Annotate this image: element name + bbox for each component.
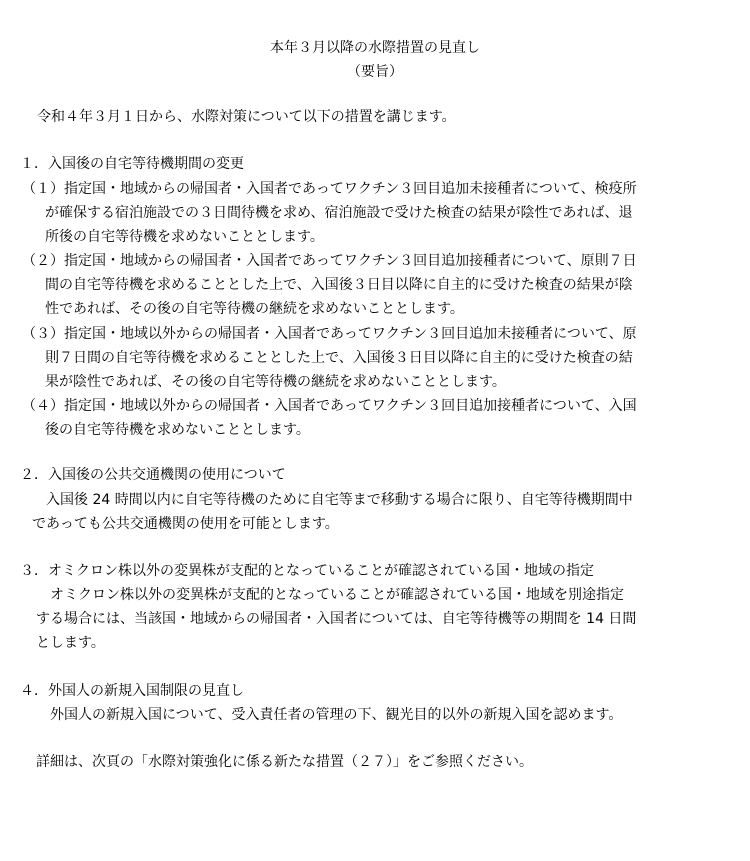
section-1-item-4-line-2: 後の自宅等待機を求めないこととします。 [45, 422, 310, 438]
section-1-item-2-line-2: 間の自宅等待機を求めることとした上で、入国後３日目以降に自主的に受けた検査の結果が陰 [45, 277, 633, 293]
section-4-line-1: 外国人の新規入国について、受入責任者の管理の下、観光目的以外の新規入国を認めます。 [50, 707, 623, 723]
section-1-item-3-line-1: （３）指定国・地域以外からの帰国者・入国者であってワクチン３回目追加未接種者について、原 [22, 326, 637, 342]
section-1-item-2-line-3: 性であれば、その後の自宅等待機の継続を求めないこととします。 [45, 301, 464, 317]
section-3-line-2: する場合には、当該国・地域からの帰国者・入国者については、自宅等待機等の期間を 14 日間 [36, 611, 637, 627]
document-title: 本年３月以降の水際措置の見直し [270, 40, 480, 56]
section-4-heading: ４．外国人の新規入国制限の見直し [20, 683, 244, 699]
document-subtitle: （要旨） [347, 64, 403, 80]
section-1-item-3-line-2: 則７日間の自宅等待機を求めることとした上で、入国後３日目以降に自主的に受けた検査の結 [45, 350, 633, 366]
section-1-item-1-line-2: が確保する宿泊施設での３日間待機を求め、宿泊施設で受けた検査の結果が陰性であれば、退 [45, 205, 633, 221]
section-1-item-3-line-3: 果が陰性であれば、その後の自宅等待機の継続を求めないこととします。 [45, 374, 506, 390]
section-1-item-2-line-1: （２）指定国・地域からの帰国者・入国者であってワクチン３回目追加接種者について、原則７日 [22, 253, 637, 269]
intro-text: 令和４年３月１日から、水際対策について以下の措置を講じます。 [37, 109, 456, 125]
section-2-line-1: 入国後 24 時間以内に自宅等待機のために自宅等まで移動する場合に限り、自宅等待機期間中 [46, 492, 633, 508]
section-1-heading: １．入国後の自宅等待機期間の変更 [20, 156, 244, 172]
section-1-item-1-line-1: （１）指定国・地域からの帰国者・入国者であってワクチン３回目追加未接種者について、検疫所 [22, 181, 637, 197]
section-3-heading: ３．オミクロン株以外の変異株が支配的となっていることが確認されている国・地域の指定 [20, 563, 594, 579]
section-2-heading: ２．入国後の公共交通機関の使用について [20, 467, 286, 483]
section-1-item-4-line-1: （４）指定国・地域以外からの帰国者・入国者であってワクチン３回目追加接種者について、入国 [22, 398, 637, 414]
footer-note: 詳細は、次頁の「水際対策強化に係る新たな措置（２７）」をご参照ください。 [36, 754, 533, 770]
section-1-item-1-line-3: 所後の自宅等待機を求めないこととします。 [45, 229, 324, 245]
section-3-line-3: とします。 [36, 635, 105, 651]
section-2-line-2: であっても公共交通機関の使用を可能とします。 [32, 516, 339, 532]
section-3-line-1: オミクロン株以外の変異株が支配的となっていることが確認されている国・地域を別途指定 [50, 587, 624, 603]
